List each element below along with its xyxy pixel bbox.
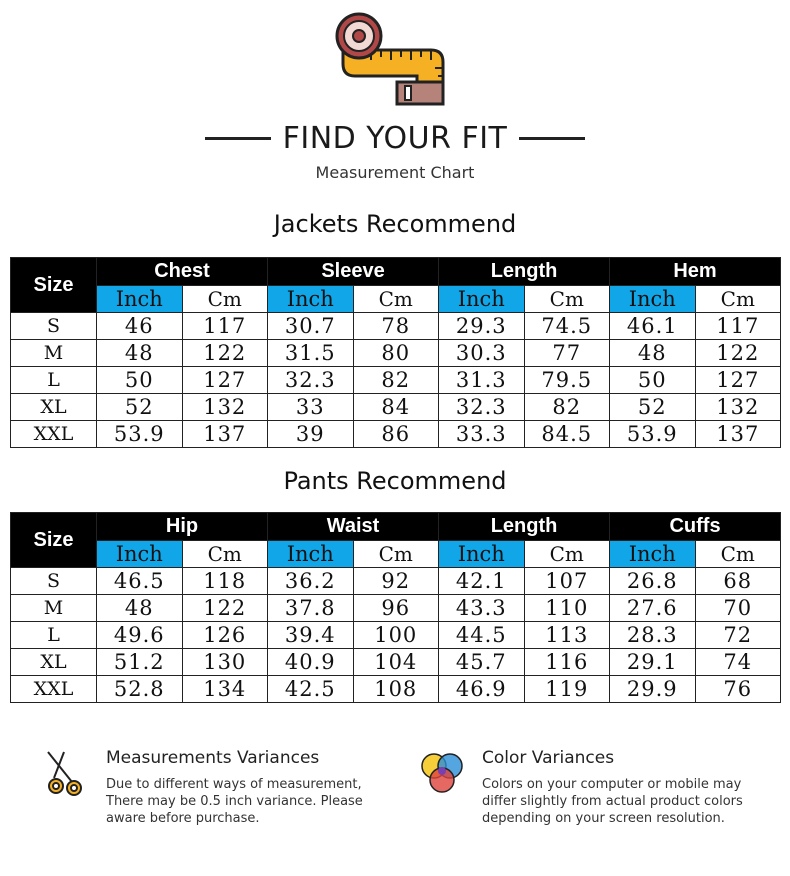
unit-header-cm: Cm (182, 286, 268, 313)
value-cell: 42.5 (268, 676, 354, 703)
value-cell: 52.8 (97, 676, 183, 703)
value-cell: 68 (695, 568, 781, 595)
value-cell: 28.3 (610, 622, 696, 649)
value-cell: 80 (353, 340, 439, 367)
value-cell: 77 (524, 340, 610, 367)
headline-rule-left (205, 137, 271, 140)
table-row (11, 676, 781, 703)
value-cell: 104 (353, 649, 439, 676)
unit-header-inch: Inch (97, 541, 183, 568)
value-cell: 116 (524, 649, 610, 676)
page-title: FIND YOUR FIT (282, 120, 508, 156)
value-cell: 100 (353, 622, 439, 649)
note-title: Measurements Variances (106, 748, 320, 768)
value-cell: 72 (695, 622, 781, 649)
value-cell: 46.5 (97, 568, 183, 595)
unit-header-cm: Cm (353, 541, 439, 568)
group-header-hip: Hip (97, 513, 268, 541)
size-cell: XXL (11, 676, 97, 703)
value-cell: 52 (610, 394, 696, 421)
jackets-size-table (10, 257, 781, 448)
value-cell: 82 (524, 394, 610, 421)
value-cell: 45.7 (439, 649, 525, 676)
value-cell: 27.6 (610, 595, 696, 622)
value-cell: 29.3 (439, 313, 525, 340)
value-cell: 50 (97, 367, 183, 394)
value-cell: 84.5 (524, 421, 610, 448)
table-row (11, 622, 781, 649)
value-cell: 122 (182, 340, 268, 367)
value-cell: 36.2 (268, 568, 354, 595)
value-cell: 107 (524, 568, 610, 595)
value-cell: 137 (695, 421, 781, 448)
size-cell: M (11, 595, 97, 622)
value-cell: 110 (524, 595, 610, 622)
unit-header-inch: Inch (610, 541, 696, 568)
scissors-icon (42, 748, 92, 798)
pants-size-table (10, 512, 781, 703)
value-cell: 46 (97, 313, 183, 340)
value-cell: 48 (97, 595, 183, 622)
value-cell: 122 (695, 340, 781, 367)
value-cell: 108 (353, 676, 439, 703)
headline-rule-right (519, 137, 585, 140)
note-body: Due to different ways of measurement, There may be 0.5 inch variance. Please aware before purchase. (106, 777, 363, 826)
value-cell: 74 (695, 649, 781, 676)
unit-header-cm: Cm (695, 541, 781, 568)
value-cell: 70 (695, 595, 781, 622)
value-cell: 50 (610, 367, 696, 394)
value-cell: 117 (695, 313, 781, 340)
value-cell: 51.2 (97, 649, 183, 676)
color-circles-icon (418, 748, 468, 798)
size-cell: XL (11, 394, 97, 421)
value-cell: 117 (182, 313, 268, 340)
value-cell: 118 (182, 568, 268, 595)
value-cell: 31.5 (268, 340, 354, 367)
table-row (11, 568, 781, 595)
value-cell: 86 (353, 421, 439, 448)
measurement-variance-note (42, 748, 382, 838)
value-cell: 32.3 (268, 367, 354, 394)
table-row (11, 421, 781, 448)
value-cell: 29.9 (610, 676, 696, 703)
value-cell: 76 (695, 676, 781, 703)
value-cell: 119 (524, 676, 610, 703)
measuring-tape-icon (335, 10, 451, 110)
size-cell: XL (11, 649, 97, 676)
value-cell: 32.3 (439, 394, 525, 421)
unit-header-cm: Cm (695, 286, 781, 313)
value-cell: 53.9 (97, 421, 183, 448)
note-body: Colors on your computer or mobile may differ slightly from actual product colors depending on your screen resolution. (482, 777, 743, 826)
unit-header-inch: Inch (439, 286, 525, 313)
value-cell: 137 (182, 421, 268, 448)
value-cell: 82 (353, 367, 439, 394)
value-cell: 46.1 (610, 313, 696, 340)
value-cell: 31.3 (439, 367, 525, 394)
value-cell: 127 (695, 367, 781, 394)
value-cell: 29.1 (610, 649, 696, 676)
value-cell: 52 (97, 394, 183, 421)
unit-header-cm: Cm (353, 286, 439, 313)
size-cell: L (11, 367, 97, 394)
value-cell: 33 (268, 394, 354, 421)
size-header: Size (11, 513, 97, 568)
value-cell: 130 (182, 649, 268, 676)
unit-header-inch: Inch (268, 541, 354, 568)
group-header-waist: Waist (268, 513, 439, 541)
value-cell: 30.7 (268, 313, 354, 340)
pants-title: Pants Recommend (283, 467, 507, 495)
value-cell: 78 (353, 313, 439, 340)
table-row (11, 313, 781, 340)
value-cell: 42.1 (439, 568, 525, 595)
value-cell: 44.5 (439, 622, 525, 649)
value-cell: 113 (524, 622, 610, 649)
table-row (11, 394, 781, 421)
value-cell: 37.8 (268, 595, 354, 622)
unit-header-inch: Inch (439, 541, 525, 568)
color-variance-note (418, 748, 768, 838)
unit-header-inch: Inch (610, 286, 696, 313)
value-cell: 48 (97, 340, 183, 367)
value-cell: 49.6 (97, 622, 183, 649)
value-cell: 92 (353, 568, 439, 595)
size-cell: S (11, 313, 97, 340)
group-header-length: Length (439, 513, 610, 541)
size-cell: L (11, 622, 97, 649)
value-cell: 33.3 (439, 421, 525, 448)
group-header-cuffs: Cuffs (610, 513, 781, 541)
value-cell: 134 (182, 676, 268, 703)
headline (0, 118, 790, 158)
value-cell: 127 (182, 367, 268, 394)
value-cell: 122 (182, 595, 268, 622)
value-cell: 74.5 (524, 313, 610, 340)
value-cell: 48 (610, 340, 696, 367)
value-cell: 39 (268, 421, 354, 448)
unit-header-cm: Cm (524, 541, 610, 568)
value-cell: 79.5 (524, 367, 610, 394)
size-header: Size (11, 258, 97, 313)
value-cell: 132 (695, 394, 781, 421)
unit-header-cm: Cm (524, 286, 610, 313)
group-header-hem: Hem (610, 258, 781, 286)
table-row (11, 367, 781, 394)
value-cell: 30.3 (439, 340, 525, 367)
value-cell: 26.8 (610, 568, 696, 595)
group-header-length: Length (439, 258, 610, 286)
size-cell: XXL (11, 421, 97, 448)
value-cell: 46.9 (439, 676, 525, 703)
jackets-title: Jackets Recommend (273, 210, 517, 238)
table-row (11, 340, 781, 367)
value-cell: 43.3 (439, 595, 525, 622)
table-row (11, 649, 781, 676)
unit-header-inch: Inch (268, 286, 354, 313)
value-cell: 39.4 (268, 622, 354, 649)
value-cell: 84 (353, 394, 439, 421)
value-cell: 96 (353, 595, 439, 622)
value-cell: 126 (182, 622, 268, 649)
value-cell: 132 (182, 394, 268, 421)
size-cell: M (11, 340, 97, 367)
value-cell: 40.9 (268, 649, 354, 676)
group-header-sleeve: Sleeve (268, 258, 439, 286)
value-cell: 53.9 (610, 421, 696, 448)
size-cell: S (11, 568, 97, 595)
table-row (11, 595, 781, 622)
unit-header-cm: Cm (182, 541, 268, 568)
page-subtitle: Measurement Chart (315, 163, 475, 182)
group-header-chest: Chest (97, 258, 268, 286)
note-title: Color Variances (482, 748, 615, 768)
unit-header-inch: Inch (97, 286, 183, 313)
